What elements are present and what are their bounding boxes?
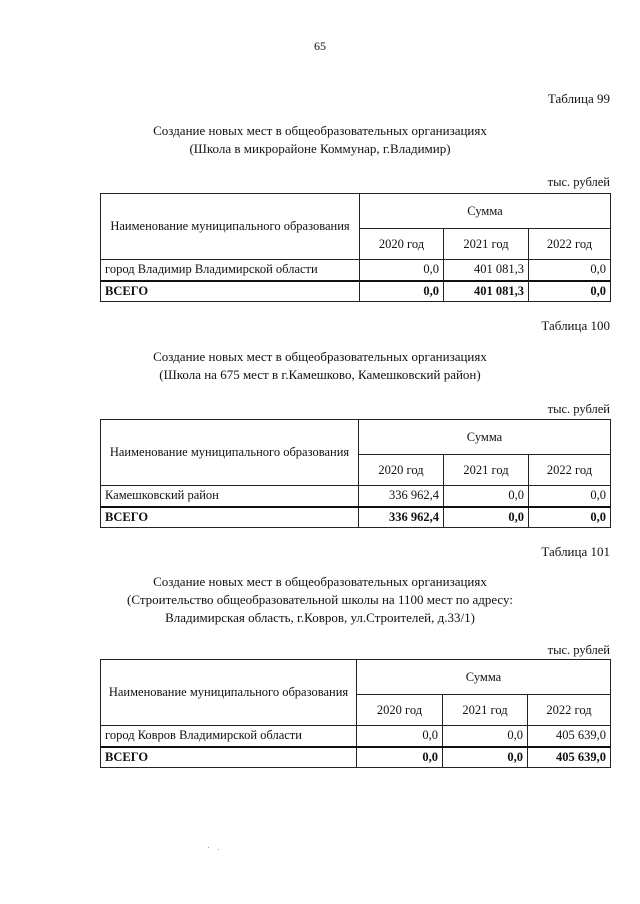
row-name: город Ковров Владимирской области	[101, 726, 357, 747]
table-title	[0, 573, 640, 627]
header-year: 2022 год	[529, 229, 611, 260]
table-title	[0, 122, 640, 158]
data-table	[100, 419, 611, 528]
total-value: 401 081,3	[444, 281, 529, 302]
data-table	[100, 193, 611, 302]
total-value: 0,0	[360, 281, 444, 302]
total-value: 0,0	[357, 747, 443, 768]
total-value: 0,0	[529, 281, 611, 302]
row-name: город Владимир Владимирской области	[101, 260, 360, 281]
header-year: 2022 год	[529, 455, 611, 486]
table-label: Таблица 101	[541, 544, 610, 559]
header-year: 2020 год	[360, 229, 444, 260]
table-title-line: (Строительство общеобразовательной школы на 1100 мест по адресу:	[127, 592, 513, 607]
total-row	[101, 507, 611, 528]
table-label: Таблица 99	[547, 91, 610, 106]
total-value: 0,0	[529, 507, 611, 528]
header-year: 2020 год	[357, 695, 443, 726]
total-value: 405 639,0	[528, 747, 611, 768]
header-name: Наименование муниципального образования	[101, 660, 357, 726]
header-year: 2022 год	[528, 695, 611, 726]
header-name: Наименование муниципального образования	[101, 194, 360, 260]
total-row	[101, 281, 611, 302]
row-value: 0,0	[444, 486, 529, 507]
page-number: 65	[314, 39, 326, 53]
table-title-line: (Школа в микрорайоне Коммунар, г.Владимир)	[189, 141, 451, 156]
total-value: 336 962,4	[359, 507, 444, 528]
total-label: ВСЕГО	[101, 747, 357, 768]
header-sum: Сумма	[357, 660, 611, 695]
header-year: 2020 год	[359, 455, 444, 486]
header-sum: Сумма	[359, 420, 611, 455]
scan-speck	[218, 849, 219, 850]
row-value: 0,0	[357, 726, 443, 747]
row-value: 401 081,3	[444, 260, 529, 281]
row-value: 0,0	[443, 726, 528, 747]
table-row	[101, 260, 611, 281]
table-title-line: Создание новых мест в общеобразовательных организациях	[153, 574, 487, 589]
header-year: 2021 год	[444, 455, 529, 486]
table-row	[101, 726, 611, 747]
total-label: ВСЕГО	[101, 281, 360, 302]
total-value: 0,0	[443, 747, 528, 768]
total-value: 0,0	[444, 507, 529, 528]
row-value: 0,0	[360, 260, 444, 281]
header-sum: Сумма	[360, 194, 611, 229]
row-name: Камешковский район	[101, 486, 359, 507]
table-title	[0, 348, 640, 384]
total-row	[101, 747, 611, 768]
units-label: тыс. рублей	[547, 643, 610, 657]
units-label: тыс. рублей	[547, 402, 610, 416]
table-label: Таблица 100	[541, 318, 610, 333]
row-value: 0,0	[529, 260, 611, 281]
table-title-line: (Школа на 675 мест в г.Камешково, Камешковский район)	[159, 367, 481, 382]
data-table	[100, 659, 611, 768]
row-value: 0,0	[529, 486, 611, 507]
table-title-line: Создание новых мест в общеобразовательных организациях	[153, 123, 487, 138]
table-title-line: Создание новых мест в общеобразовательных организациях	[153, 349, 487, 364]
table-row	[101, 486, 611, 507]
table-title-line: Владимирская область, г.Ковров, ул.Строителей, д.33/1)	[165, 610, 475, 625]
header-year: 2021 год	[443, 695, 528, 726]
units-label: тыс. рублей	[547, 175, 610, 189]
header-year: 2021 год	[444, 229, 529, 260]
total-label: ВСЕГО	[101, 507, 359, 528]
scan-speck	[208, 847, 209, 848]
header-name: Наименование муниципального образования	[101, 420, 359, 486]
row-value: 336 962,4	[359, 486, 444, 507]
row-value: 405 639,0	[528, 726, 611, 747]
